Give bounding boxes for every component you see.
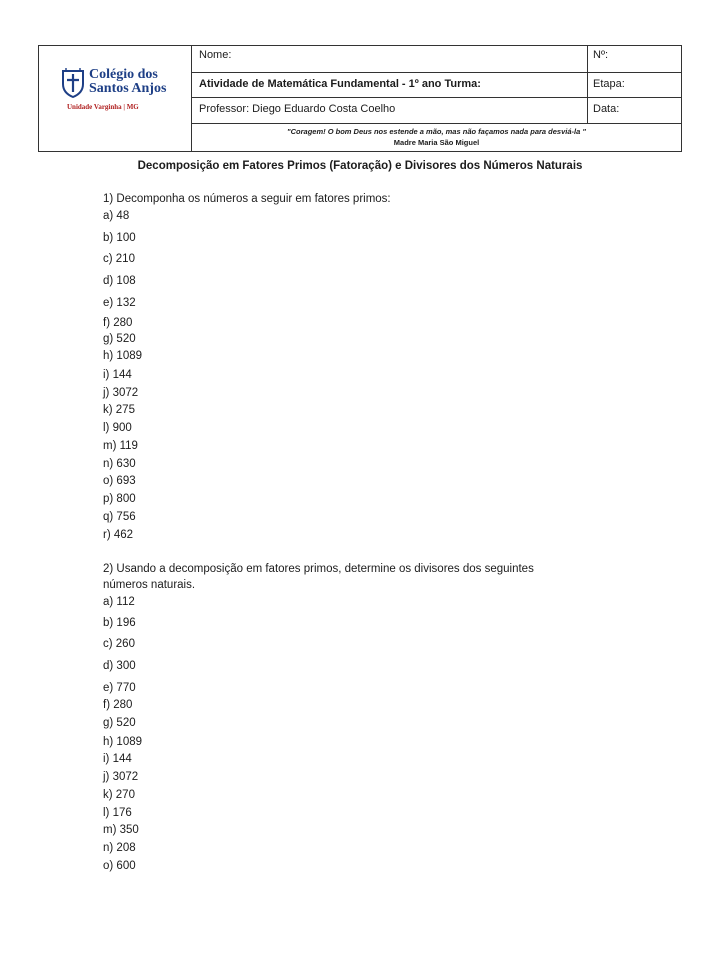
document-title: Decomposição em Fatores Primos (Fatoração) e Divisores dos Números Naturais — [137, 160, 583, 172]
question1-item: h) 1089 — [103, 350, 143, 362]
activity-label: Atividade de Matemática Fundamental - 1º ano Turma: — [199, 78, 481, 90]
question1-item: c) 210 — [103, 253, 135, 265]
school-name — [89, 68, 166, 96]
question1-item: r) 462 — [103, 529, 134, 541]
worksheet-header — [38, 45, 682, 152]
question2-item: j) 3072 — [103, 771, 139, 783]
question1-item: b) 100 — [103, 232, 136, 244]
question2-item: g) 520 — [103, 717, 136, 729]
question1-item: g) 520 — [103, 333, 136, 345]
question1-item: i) 144 — [103, 369, 132, 381]
question2-item: d) 300 — [103, 660, 136, 672]
question1-item: q) 756 — [103, 511, 136, 523]
question-2-text-line-1: 2) Usando a decomposição em fatores primos, determine os divisores dos seguintes — [103, 563, 534, 575]
date-field-label: Data: — [593, 103, 620, 115]
activity-row — [192, 73, 681, 98]
question2-item: i) 144 — [103, 753, 132, 765]
school-logo-cell — [39, 46, 192, 151]
school-crest-icon — [61, 68, 85, 98]
quote-row — [192, 124, 681, 151]
question1-item: e) 132 — [103, 297, 136, 309]
question2-item: b) 196 — [103, 617, 136, 629]
question-1-text: 1) Decomponha os números a seguir em fatores primos: — [103, 193, 391, 205]
question1-item: d) 108 — [103, 275, 136, 287]
name-field-label: Nome: — [199, 49, 232, 61]
question1-item: o) 693 — [103, 475, 136, 487]
question2-item: l) 176 — [103, 807, 132, 819]
stage-field-label: Etapa: — [593, 78, 625, 90]
question1-item: f) 280 — [103, 317, 133, 329]
question2-item: f) 280 — [103, 699, 133, 711]
school-name-line-2: Santos Anjos — [89, 81, 167, 96]
question1-item: m) 119 — [103, 440, 138, 452]
teacher-label: Professor: Diego Eduardo Costa Coelho — [199, 103, 396, 115]
number-field-cell — [587, 46, 681, 72]
question2-item: e) 770 — [103, 682, 136, 694]
question-2-text-line-2: números naturais. — [103, 579, 196, 591]
question1-item: l) 900 — [103, 422, 132, 434]
question2-item: k) 270 — [103, 789, 135, 801]
question1-item: p) 800 — [103, 493, 136, 505]
date-field-cell — [587, 98, 681, 123]
school-name-line-1: Colégio dos — [89, 67, 158, 82]
number-field-label: Nº: — [593, 49, 609, 61]
stage-field-cell — [587, 73, 681, 97]
motto-quote: "Coragem! O bom Deus nos estende a mão, mas não façamos nada para desviá-la " — [287, 127, 586, 136]
school-unit: Unidade Varginha | MG — [67, 103, 139, 111]
question2-item: h) 1089 — [103, 736, 143, 748]
question2-item: m) 350 — [103, 824, 139, 836]
question1-item: k) 275 — [103, 404, 135, 416]
question2-item: a) 112 — [103, 596, 135, 608]
question1-item: n) 630 — [103, 458, 136, 470]
question2-item: c) 260 — [103, 638, 135, 650]
teacher-row — [192, 98, 681, 124]
name-row — [192, 46, 681, 73]
question2-item: o) 600 — [103, 860, 136, 872]
question1-item: a) 48 — [103, 210, 130, 222]
motto-author: Madre Maria São Miguel — [393, 138, 480, 147]
question2-item: n) 208 — [103, 842, 136, 854]
question1-item: j) 3072 — [103, 387, 139, 399]
